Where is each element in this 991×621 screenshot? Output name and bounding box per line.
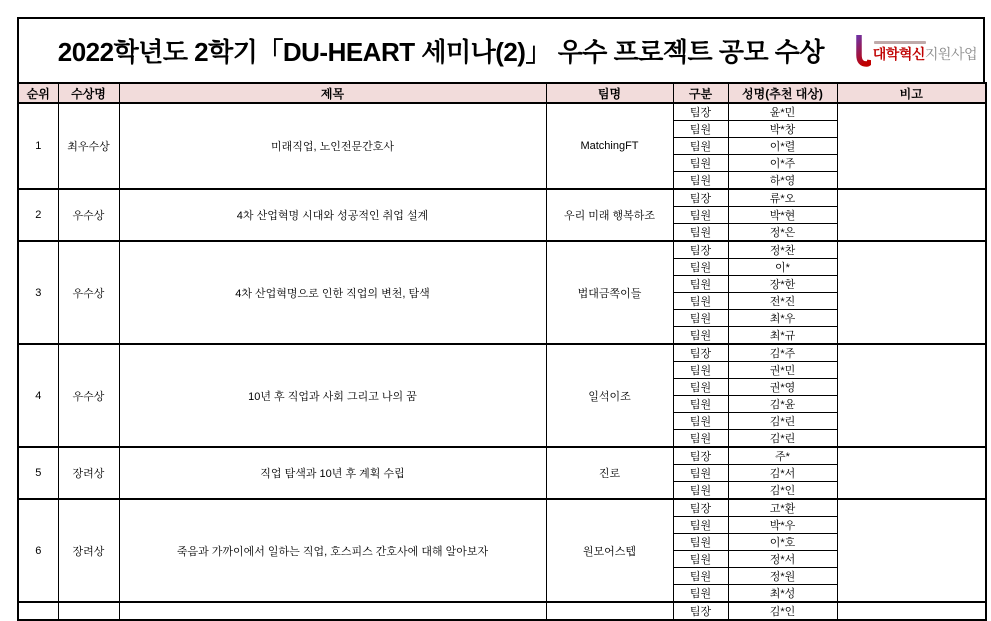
- column-header-note: 비고: [837, 83, 986, 103]
- award-cell: 우수상: [58, 344, 119, 447]
- member-name-cell: 이*호: [728, 534, 837, 551]
- project-title-cell: 직업 탐색과 10년 후 계획 수립: [119, 447, 546, 499]
- member-row: [18, 499, 986, 517]
- member-name-cell: 김*인: [728, 482, 837, 500]
- member-row: [18, 189, 986, 207]
- project-title-cell: 죽음과 가까이에서 일하는 직업, 호스피스 간호사에 대해 알아보자: [119, 499, 546, 602]
- member-name-cell: 정*서: [728, 551, 837, 568]
- team-name-cell: [546, 602, 673, 620]
- member-role-cell: 팀원: [673, 276, 728, 293]
- member-role-cell: 팀장: [673, 344, 728, 362]
- member-name-cell: 최*규: [728, 327, 837, 345]
- page-title: 2022학년도 2학기「DU-HEART 세미나(2)」 우수 프로젝트 공모 수상: [57, 37, 825, 67]
- partial-member-row: [18, 602, 986, 620]
- project-title-cell: 4차 산업혁명으로 인한 직업의 변천, 탐색: [119, 241, 546, 344]
- member-role-cell: 팀원: [673, 413, 728, 430]
- member-role-cell: 팀원: [673, 568, 728, 585]
- column-header-title: 제목: [119, 83, 546, 103]
- logo-swoosh-icon: [855, 33, 871, 69]
- member-role-cell: 팀장: [673, 189, 728, 207]
- member-role-cell: 팀원: [673, 224, 728, 242]
- member-role-cell: 팀원: [673, 293, 728, 310]
- member-role-cell: 팀원: [673, 517, 728, 534]
- project-title-cell: 10년 후 직업과 사회 그리고 나의 꿈: [119, 344, 546, 447]
- program-logo: [855, 33, 977, 69]
- award-cell: 장려상: [58, 447, 119, 499]
- member-role-cell: 팀원: [673, 121, 728, 138]
- logo-text-block: [873, 41, 977, 61]
- team-name-cell: 법대금쪽이들: [546, 241, 673, 344]
- member-role-cell: 팀장: [673, 103, 728, 121]
- member-name-cell: 하*영: [728, 172, 837, 190]
- member-role-cell: 팀원: [673, 207, 728, 224]
- logo-text-primary: 대학혁신: [872, 45, 925, 62]
- member-name-cell: 박*현: [728, 207, 837, 224]
- award-cell: 장려상: [58, 499, 119, 602]
- member-name-cell: 김*린: [728, 430, 837, 448]
- team-name-cell: MatchingFT: [546, 103, 673, 189]
- column-header-award: 수상명: [58, 83, 119, 103]
- member-name-cell: 김*인: [728, 602, 837, 620]
- rank-cell: 3: [18, 241, 58, 344]
- note-cell: [837, 103, 986, 189]
- member-name-cell: 이*주: [728, 155, 837, 172]
- member-name-cell: 최*성: [728, 585, 837, 603]
- logo-wordmark: [873, 47, 977, 61]
- member-name-cell: 정*원: [728, 568, 837, 585]
- member-role-cell: 팀장: [673, 602, 728, 620]
- team-name-cell: 일석이조: [546, 344, 673, 447]
- member-role-cell: 팀원: [673, 482, 728, 500]
- member-role-cell: 팀원: [673, 465, 728, 482]
- member-role-cell: 팀원: [673, 155, 728, 172]
- member-role-cell: 팀장: [673, 447, 728, 465]
- member-role-cell: 팀원: [673, 534, 728, 551]
- member-name-cell: 이*렬: [728, 138, 837, 155]
- member-role-cell: 팀원: [673, 430, 728, 448]
- award-cell: 우수상: [58, 189, 119, 241]
- note-cell: [837, 241, 986, 344]
- member-name-cell: 권*영: [728, 379, 837, 396]
- member-name-cell: 권*민: [728, 362, 837, 379]
- member-row: [18, 103, 986, 121]
- member-role-cell: 팀장: [673, 241, 728, 259]
- member-row: [18, 241, 986, 259]
- member-role-cell: 팀원: [673, 379, 728, 396]
- note-cell: [837, 499, 986, 602]
- member-name-cell: 정*찬: [728, 241, 837, 259]
- rank-cell: 6: [18, 499, 58, 602]
- member-name-cell: 정*은: [728, 224, 837, 242]
- column-header-rank: 순위: [18, 83, 58, 103]
- member-role-cell: 팀원: [673, 259, 728, 276]
- column-header-team: 팀명: [546, 83, 673, 103]
- member-name-cell: 고*환: [728, 499, 837, 517]
- award-cell: [58, 602, 119, 620]
- document-sheet: [17, 17, 985, 621]
- member-row: [18, 447, 986, 465]
- rank-cell: 2: [18, 189, 58, 241]
- team-name-cell: 우리 미래 행복하조: [546, 189, 673, 241]
- member-role-cell: 팀원: [673, 327, 728, 345]
- column-header-role: 구분: [673, 83, 728, 103]
- logo-small-print: [874, 41, 926, 44]
- member-role-cell: 팀원: [673, 172, 728, 190]
- member-role-cell: 팀원: [673, 310, 728, 327]
- member-name-cell: 김*서: [728, 465, 837, 482]
- member-role-cell: 팀원: [673, 396, 728, 413]
- rank-cell: [18, 602, 58, 620]
- document-header: [17, 17, 985, 82]
- member-name-cell: 김*린: [728, 413, 837, 430]
- logo-text-secondary: 지원사업: [924, 45, 977, 62]
- note-cell: [837, 447, 986, 499]
- member-name-cell: 주*: [728, 447, 837, 465]
- member-role-cell: 팀장: [673, 499, 728, 517]
- member-role-cell: 팀원: [673, 585, 728, 603]
- member-role-cell: 팀원: [673, 362, 728, 379]
- column-header-name: 성명(추천 대상): [728, 83, 837, 103]
- project-title-cell: [119, 602, 546, 620]
- member-name-cell: 이*: [728, 259, 837, 276]
- member-name-cell: 김*주: [728, 344, 837, 362]
- rank-cell: 1: [18, 103, 58, 189]
- rank-cell: 4: [18, 344, 58, 447]
- table-header-row: [18, 83, 986, 103]
- note-cell: [837, 602, 986, 620]
- note-cell: [837, 189, 986, 241]
- member-name-cell: 장*한: [728, 276, 837, 293]
- team-name-cell: 원모어스텝: [546, 499, 673, 602]
- awards-table: [17, 82, 987, 621]
- member-name-cell: 박*창: [728, 121, 837, 138]
- member-name-cell: 박*우: [728, 517, 837, 534]
- member-role-cell: 팀원: [673, 138, 728, 155]
- member-name-cell: 전*진: [728, 293, 837, 310]
- member-name-cell: 김*윤: [728, 396, 837, 413]
- member-role-cell: 팀원: [673, 551, 728, 568]
- note-cell: [837, 344, 986, 447]
- project-title-cell: 4차 산업혁명 시대와 성공적인 취업 설계: [119, 189, 546, 241]
- team-name-cell: 진로: [546, 447, 673, 499]
- member-name-cell: 윤*민: [728, 103, 837, 121]
- member-row: [18, 344, 986, 362]
- member-name-cell: 류*오: [728, 189, 837, 207]
- award-cell: 우수상: [58, 241, 119, 344]
- award-cell: 최우수상: [58, 103, 119, 189]
- rank-cell: 5: [18, 447, 58, 499]
- member-name-cell: 최*우: [728, 310, 837, 327]
- project-title-cell: 미래직업, 노인전문간호사: [119, 103, 546, 189]
